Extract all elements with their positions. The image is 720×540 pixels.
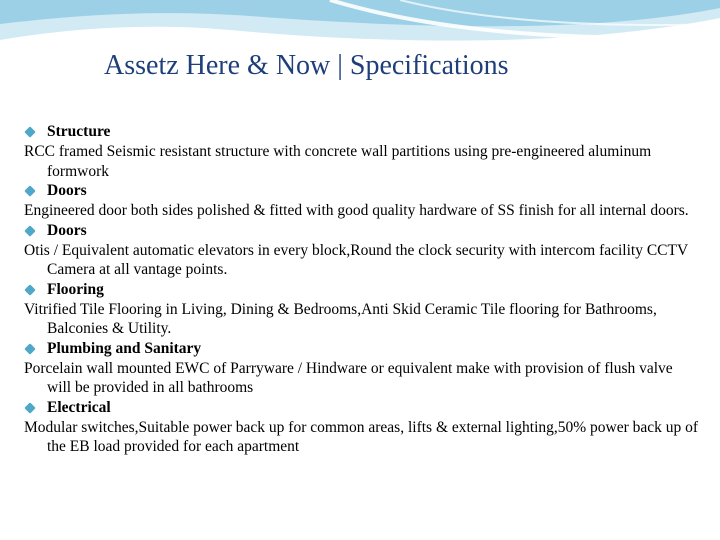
spec-heading (24, 398, 700, 418)
spec-description: Modular switches,Suitable power back up for common areas, lifts & external lighting,50% power back up of the EB load provided for each apartment (24, 418, 699, 455)
spec-item (24, 398, 700, 457)
diamond-bullet-icon (24, 402, 35, 413)
spec-heading-label: Structure (47, 123, 111, 140)
diamond-bullet-icon (24, 284, 35, 295)
spec-heading-label: Doors (47, 182, 87, 199)
spec-item (24, 339, 700, 398)
spec-heading (24, 122, 700, 142)
spec-item (24, 122, 700, 181)
specifications-list (24, 122, 700, 457)
spec-heading (24, 280, 700, 300)
spec-description: RCC framed Seismic resistant structure with concrete wall partitions using pre-engineered aluminum formwork (24, 143, 652, 180)
spec-heading-label: Plumbing and Sanitary (47, 339, 202, 357)
spec-item (24, 221, 700, 280)
spec-heading (24, 181, 700, 201)
spec-description: Engineered door both sides polished & fitted with good quality hardware of SS finish for all internal doors. (24, 202, 689, 219)
spec-description: Vitrified Tile Flooring in Living, Dining & Bedrooms,Anti Skid Ceramic Tile flooring for Bathrooms, Balconies & Utility. (24, 300, 657, 337)
spec-heading-label: Electrical (47, 398, 111, 416)
spec-item (24, 280, 700, 339)
spec-description: Porcelain wall mounted EWC of Parryware / Hindware or equivalent make with provision of flush valve will be provided in all bathrooms (24, 359, 673, 396)
spec-heading-label: Flooring (47, 280, 104, 298)
spec-heading (24, 339, 700, 359)
diamond-bullet-icon (24, 225, 35, 236)
spec-item (24, 181, 700, 221)
spec-heading-label: Doors (47, 221, 87, 239)
spec-description: Otis / Equivalent automatic elevators in every block,Round the clock security with intercom facility CCTV Camera at all vantage points. (24, 241, 688, 278)
spec-heading (24, 221, 700, 241)
diamond-bullet-icon (24, 126, 35, 137)
slide-title: Assetz Here & Now | Specifications (104, 50, 509, 81)
diamond-bullet-icon (24, 185, 35, 196)
diamond-bullet-icon (24, 343, 35, 354)
